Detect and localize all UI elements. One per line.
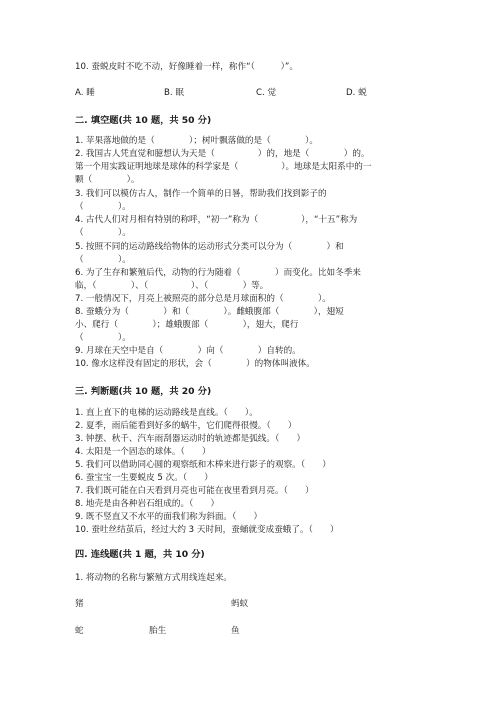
fill-line: 1. 苹果落地做的是（ ）；树叶飘落做的是（ ）。 [75, 136, 318, 146]
fill-line: 10. 像水这样没有固定的形状，会（ ）的物体叫液体。 [75, 359, 315, 369]
judge-line: 3. 钟摆、秋千、汽车雨刮器运动时的轨迹都是弧线。（ ） [75, 434, 306, 444]
judge-line: 10. 蚕吐丝结茧后，经过大约 3 天时间，蚕蛹就变成蚕蛾了。（ ） [75, 525, 339, 535]
match-item-snake: 蛇 [75, 626, 84, 636]
match-item-fish: 鱼 [231, 626, 240, 636]
fill-line: 8. 蚕蛾分为（ ）和（ ）。雌蛾腹部（ ），翅短 [75, 307, 344, 317]
section-2-title: 二. 填空题(共 10 题，共 50 分) [75, 115, 212, 126]
fill-line: （ ）。 [75, 255, 131, 265]
fill-line: 7. 一般情况下，月亮上被照亮的部分总是月球面积的（ ）。 [75, 294, 331, 304]
judge-line: 8. 地壳是由各种岩石组成的。（ ） [75, 499, 220, 509]
fill-line: 3. 我们可以模仿古人，制作一个简单的日晷，帮助我们找到影子的 [75, 189, 327, 199]
option-a: A. 睡 [75, 88, 95, 98]
judge-line: 1. 直上直下的电梯的运动路线是直线。（ ）。 [75, 408, 258, 418]
fill-line: 小、爬行（ ）；雄蛾腹部（ ），翅大，爬行 [75, 320, 299, 330]
fill-line: 9. 月球在天空中是自（ ）向（ ）自转的。 [75, 346, 301, 356]
fill-line: （ ）。 [75, 228, 131, 238]
option-b: B. 眠 [164, 88, 184, 98]
fill-line: （ ）。 [75, 333, 131, 343]
match-item-pig: 猪 [75, 599, 84, 609]
judge-line: 4. 太阳是一个固态的球体。（ ） [75, 447, 211, 457]
option-c: C. 觉 [256, 88, 277, 98]
fill-line: （ ）。 [75, 202, 131, 212]
section-3-title: 三. 判断题(共 10 题，共 20 分) [75, 386, 212, 397]
question-10-choice: 10. 蚕蜕皮时不吃不动，好像睡着一样，称作“（ ）”。 [75, 62, 298, 72]
judge-line: 7. 我们既可能在白天看到月亮也可能在夜里看到月亮。（ ） [75, 486, 314, 496]
fill-line: 5. 按照不同的运动路线给物体的运动形式分类可以分为（ ）和 [75, 242, 344, 252]
fill-line: 第一个用实践证明地球是球体的科学家是（ ）。地球是太阳系中的一 [75, 162, 372, 172]
judge-line: 5. 我们可以借助同心圆的观察纸和木棒来进行影子的观察。（ ） [75, 460, 331, 470]
section-4-title: 四. 连线题(共 1 题，共 10 分) [75, 549, 205, 560]
match-item-ant: 蚂蚁 [231, 599, 249, 609]
option-d: D. 蜕 [346, 88, 367, 98]
fill-line: 2. 我国古人凭直觉和臆想认为天是（ ）的，地是（ ）的。 [75, 149, 370, 159]
match-item-viviparous: 胎生 [149, 626, 167, 636]
judge-line: 2. 夏季，雨后能看到好多的蜗牛，它们爬得很慢。（ ） [75, 421, 297, 431]
fill-line: 6. 为了生存和繁殖后代，动物的行为随着（ ）而变化。比如冬季来 [75, 268, 361, 278]
judge-line: 6. 蚕宝宝一生要蜕皮 5 次。（ ） [75, 473, 213, 483]
fill-line: 临，（ ）、（ ）、（ ）等。 [75, 281, 269, 291]
matching-question: 1. 将动物的名称与繁殖方式用线连起来。 [75, 573, 233, 583]
fill-line: 4. 古代人们对月相有特别的称呼，“初一”称为（ ），“十五”称为 [75, 215, 358, 225]
fill-line: 颗（ ）。 [75, 175, 140, 185]
judge-line: 9. 既不竖直又不水平的面我们称为斜面。（ ） [75, 512, 263, 522]
